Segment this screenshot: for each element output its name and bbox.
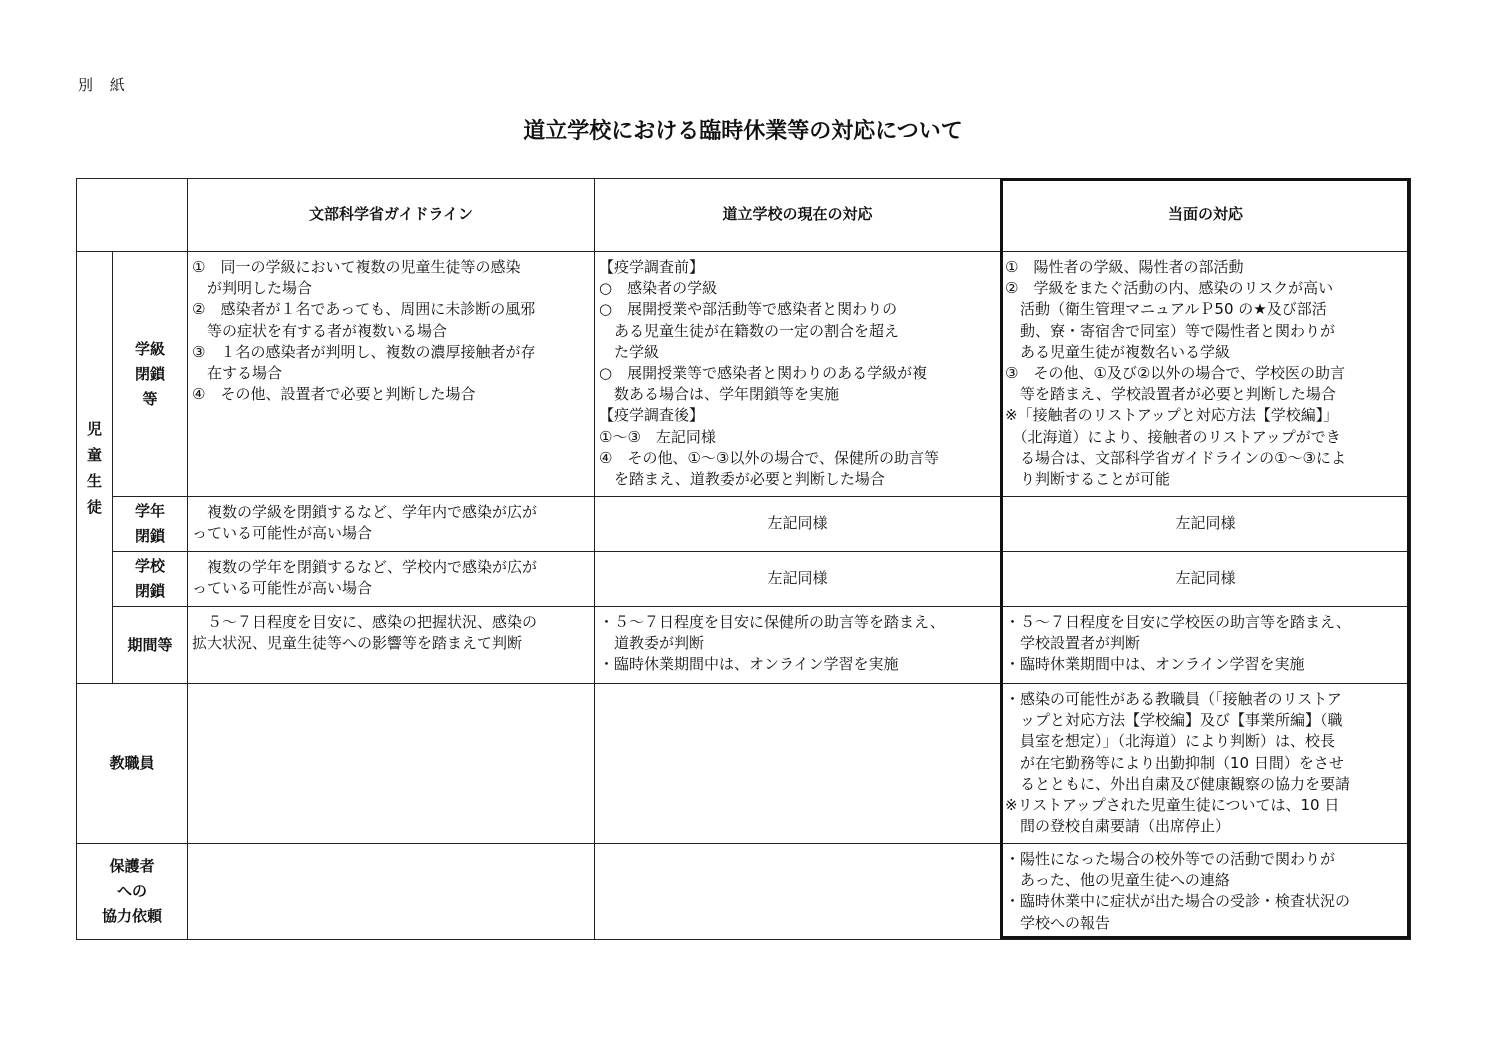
cell-kikan-monbu: ５～７日程度を目安に、感染の把握状況、感染の 拡大状況、児童生徒等への影響等を踏まえて判断 [188, 607, 595, 684]
row-label-kyoshokuin: 教職員 [77, 684, 188, 844]
cell-gakkyu-current: 【疫学調査前】 ○ 感染者の学級 ○ 展開授業や部活動等で感染者と関わりの ある児童生徒が在籍数の一定の割合を超え た学級 ○ 展開授業等で感染者と関わりのある学級が複 数ある場合は、学年閉鎖等を実施 【疫学調査後】 ①～③ 左記同様 ④ その他、①～③以外の場合で、保健所の助言等 を踏まえ、道教委が必要と判断した場合 [595, 252, 1001, 497]
cell-gakunen-monbu: 複数の学級を閉鎖するなど、学年内で感染が広が っている可能性が高い場合 [188, 497, 595, 552]
cell-kikan-touchmen: ・５～７日程度を目安に学校医の助言等を踏まえ、 学校設置者が判断 ・臨時休業期間中は、オンライン学習を実施 [1001, 607, 1411, 684]
cell-gakko-current: 左記同様 [595, 552, 1001, 607]
header-current: 道立学校の現在の対応 [595, 179, 1001, 252]
cell-gakkyu-touchmen: ① 陽性者の学級、陽性者の部活動 ② 学級をまたぐ活動の内、感染のリスクが高い 活動（衛生管理マニュアルＰ50 の★及び部活 動、寮・寄宿舎で同室）等で陽性者と関わりが ある児童生徒が複数名いる学級 ③ その他、①及び②以外の場合で、学校医の助言 等を踏まえ、学校設置者が必要と判断した場合 ※「接触者のリストアップと対応方法【学校編】」 （北海道）により、接触者のリストアップができ る場合は、文部科学省ガイドラインの①～③によ り判断することが可能 [1001, 252, 1411, 497]
cell-kyoshokuin-current [595, 684, 1001, 844]
row-label-hogosha: 保護者 への 協力依頼 [77, 844, 188, 940]
row-label-gakkyu: 学級 閉鎖 等 [113, 252, 188, 497]
header-touchmen: 当面の対応 [1001, 179, 1411, 252]
row-kikan [77, 607, 1411, 684]
cell-gakko-touchmen: 左記同様 [1001, 552, 1411, 607]
row-hogosha [77, 844, 1411, 940]
cell-kyoshokuin-touchmen: ・感染の可能性がある教職員（「接触者のリストア ップと対応方法【学校編】及び【事業所編】（職 員室を想定）」（北海道）により判断）は、校長 が在宅勤務等により出勤抑制（10 日間）をさせ るとともに、外出自粛及び健康観察の協力を要請 ※リストアップされた児童生徒については、10 日 間の登校自粛要請（出席停止） [1001, 684, 1411, 844]
page-title: 道立学校における臨時休業等の対応について [523, 119, 963, 144]
attachment-label: 別 紙 [78, 76, 131, 94]
cell-hogosha-current [595, 844, 1001, 940]
cell-hogosha-touchmen: ・陽性になった場合の校外等での活動で関わりが あった、他の児童生徒への連絡 ・臨時休業中に症状が出た場合の受診・検査状況の 学校への報告 [1001, 844, 1411, 940]
row-label-gakunen: 学年 閉鎖 [113, 497, 188, 552]
cell-kikan-current: ・５～７日程度を目安に保健所の助言等を踏まえ、 道教委が判断 ・臨時休業期間中は、オンライン学習を実施 [595, 607, 1001, 684]
cell-gakunen-touchmen: 左記同様 [1001, 497, 1411, 552]
header-monbu: 文部科学省ガイドライン [188, 179, 595, 252]
cell-kyoshokuin-monbu [188, 684, 595, 844]
cell-gakko-monbu: 複数の学年を閉鎖するなど、学校内で感染が広が っている可能性が高い場合 [188, 552, 595, 607]
row-gakko [77, 552, 1411, 607]
cell-gakkyu-monbu: ① 同一の学級において複数の児童生徒等の感染 が判明した場合 ② 感染者が１名であっても、周囲に未診断の風邪 等の症状を有する者が複数いる場合 ③ １名の感染者が判明し、複数の濃厚接触者が存 在する場合 ④ その他、設置者で必要と判断した場合 [188, 252, 595, 497]
row-gakunen [77, 497, 1411, 552]
row-kyoshokuin [77, 684, 1411, 844]
row-label-gakko: 学校 閉鎖 [113, 552, 188, 607]
header-corner [77, 179, 188, 252]
row-gakkyu [77, 252, 1411, 497]
row-label-kikan: 期間等 [113, 607, 188, 684]
cell-hogosha-monbu [188, 844, 595, 940]
response-table [76, 178, 1411, 940]
cell-gakunen-current: 左記同様 [595, 497, 1001, 552]
header-row [77, 179, 1411, 252]
group-label-students: 児 童 生 徒 [77, 252, 113, 684]
response-table-wrapper [76, 178, 1410, 939]
